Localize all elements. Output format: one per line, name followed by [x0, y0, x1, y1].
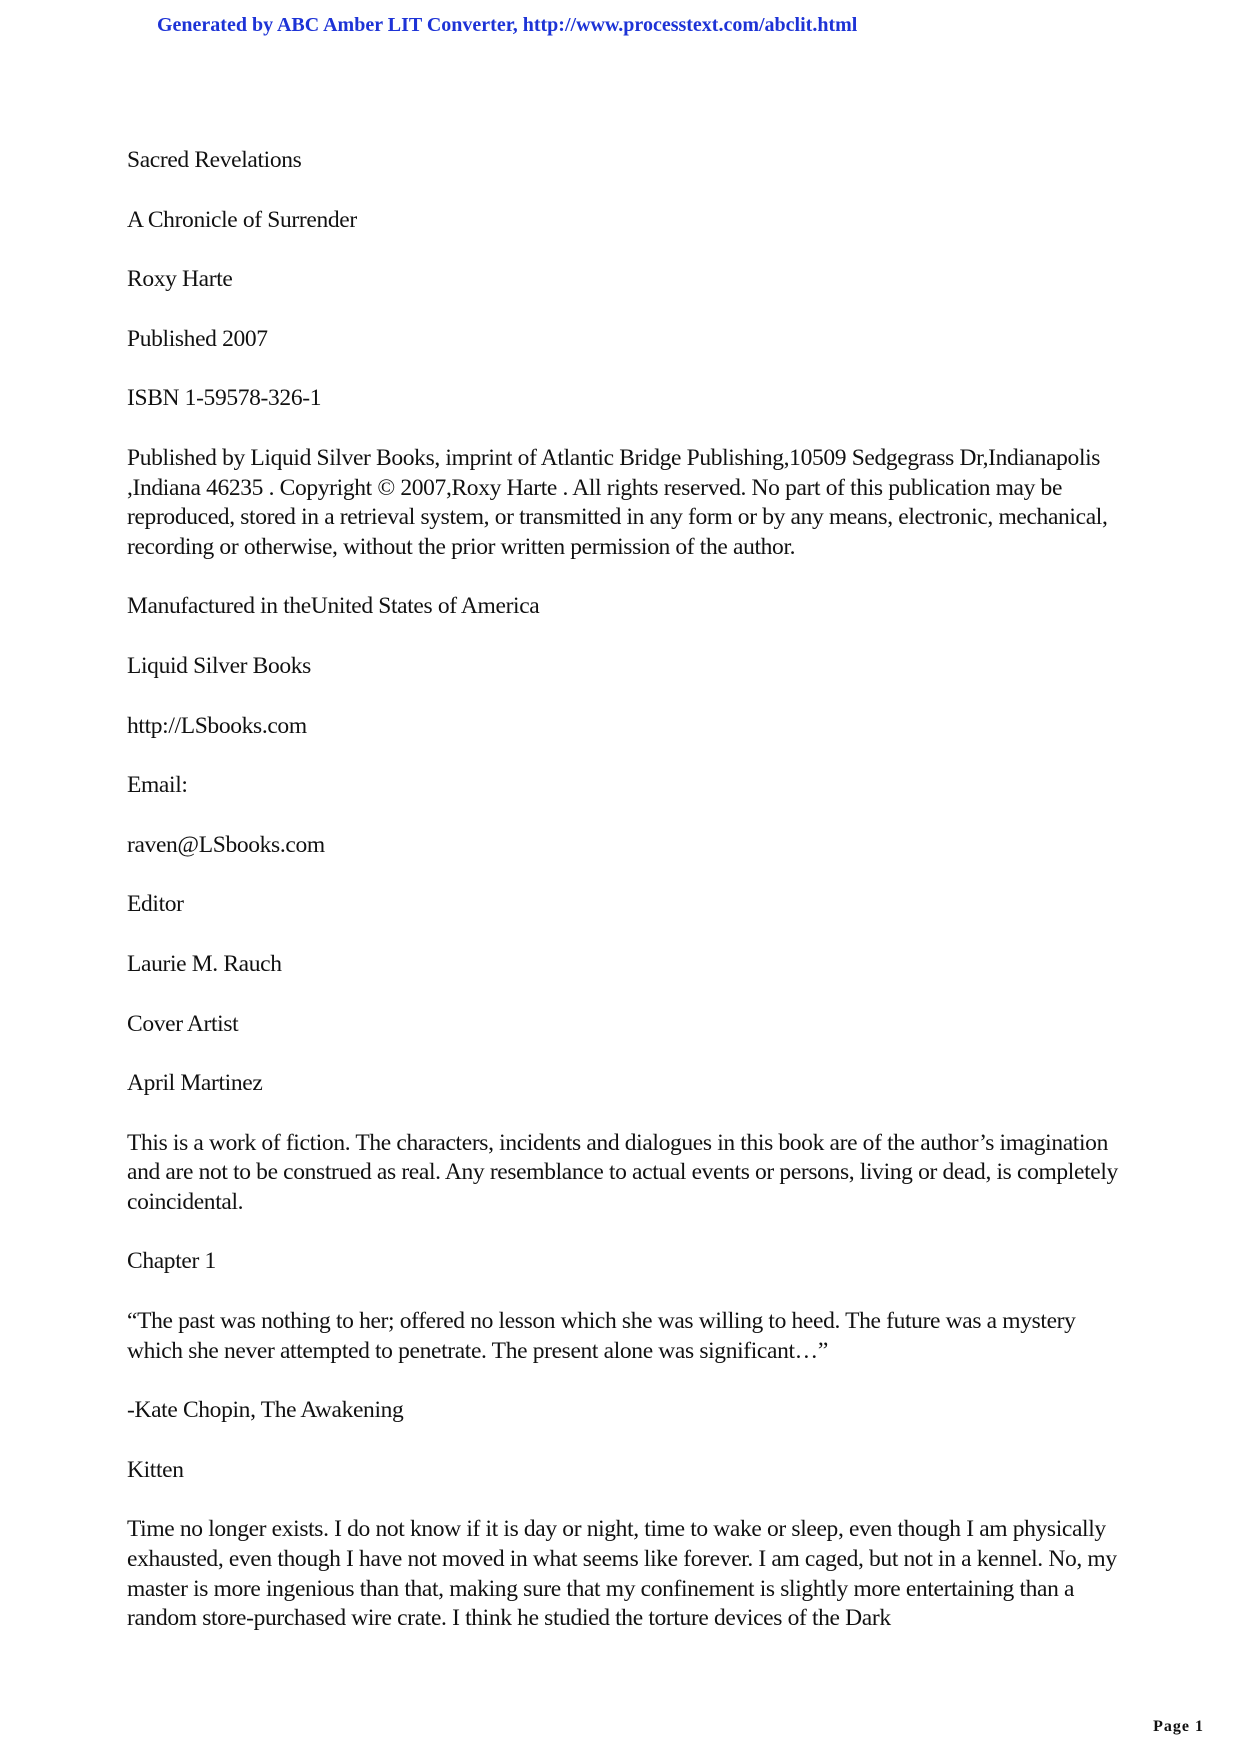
editor-name: Laurie M. Rauch — [127, 950, 282, 977]
epigraph-attribution: -Kate Chopin, The Awakening — [127, 1397, 404, 1424]
editor-label: Editor — [127, 891, 184, 918]
epigraph-quote: “The past was nothing to her; offered no lesson which she was willing to heed. The future was a mystery which she never attempted to penetrate. The present alone was significant…” — [127, 1308, 1076, 1364]
publisher-name: Liquid Silver Books — [127, 652, 311, 679]
body-paragraph: Time no longer exists. I do not know if it is day or night, time to wake or sleep, even though I am physically exhausted, even though I have not moved in what seems like forever. I am caged, but not in a kennel. No, my master is more ingenious than that, making sure that my confinement is slightly more entertaining than a random store-purchased wire crate. I think he studied the torture devices of the Dark — [127, 1516, 1117, 1632]
publication-year: Published 2007 — [127, 325, 268, 352]
publisher-url: http://LSbooks.com — [127, 712, 307, 739]
email-address: raven@LSbooks.com — [127, 831, 325, 858]
book-subtitle: A Chronicle of Surrender — [127, 206, 357, 233]
copyright-notice: Published by Liquid Silver Books, imprint of Atlantic Bridge Publishing,10509 Sedgegrass Dr,Indianapolis ,Indiana 46235 . Copyright © 2007,Roxy Harte . All rights reserved. No part of this publication may be reproduced, stored in a retrieval system, or transmitted in any form or by any means, electronic, mechanical, recording or otherwise, without the prior written permission of the author. — [127, 444, 1108, 560]
author-name: Roxy Harte — [127, 266, 233, 293]
isbn: ISBN 1-59578-326-1 — [127, 385, 322, 412]
book-title: Sacred Revelations — [127, 147, 302, 173]
cover-artist-name: April Martinez — [127, 1070, 263, 1097]
email-label: Email: — [127, 772, 188, 799]
manufactured-in: Manufactured in theUnited States of America — [127, 593, 540, 620]
document-body — [127, 146, 1122, 1664]
section-heading: Kitten — [127, 1456, 184, 1483]
cover-artist-label: Cover Artist — [127, 1010, 239, 1037]
chapter-heading: Chapter 1 — [127, 1248, 216, 1275]
page-number: Page 1 — [1153, 1718, 1204, 1735]
fiction-disclaimer: This is a work of fiction. The characters, incidents and dialogues in this book are of the author’s imagination and are not to be construed as real. Any resemblance to actual events or persons, living or dead, is completely coincidental. — [127, 1129, 1118, 1215]
converter-banner: Generated by ABC Amber LIT Converter, http://www.processtext.com/abclit.html — [157, 14, 858, 36]
